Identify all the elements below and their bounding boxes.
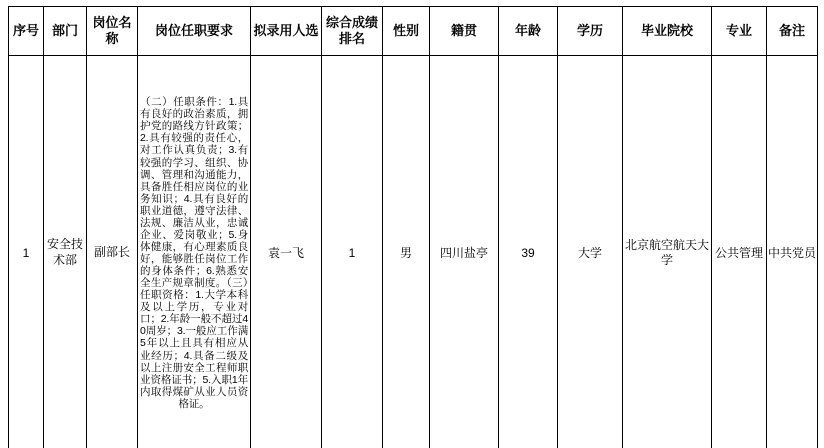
- table-header: [9, 7, 818, 56]
- cell-education: 大学: [558, 56, 623, 448]
- header-cell-no: 序号: [9, 7, 44, 56]
- header-cell-note: 备注: [767, 7, 818, 56]
- cell-post-name: [87, 56, 138, 448]
- cell-no: 1: [9, 56, 44, 448]
- cell-sex: 男: [383, 56, 430, 448]
- table-header-row: [9, 7, 818, 56]
- header-cell-native-place: 籍贯: [430, 7, 499, 56]
- cell-note: 中共党员: [767, 56, 818, 448]
- header-cell-education: 学历: [558, 7, 623, 56]
- cell-post-name-text: 副部长: [93, 245, 130, 260]
- cell-major: 公共管理: [712, 56, 767, 448]
- header-cell-sex: 性别: [383, 7, 430, 56]
- cell-candidate: 袁一飞: [251, 56, 322, 448]
- table-body: [9, 56, 818, 448]
- header-cell-department: 部门: [44, 7, 87, 56]
- recruitment-table: [8, 6, 818, 448]
- header-cell-post-name: 岗位名称: [87, 7, 138, 56]
- cell-requirement: [138, 56, 251, 448]
- header-cell-requirement: 岗位任职要求: [138, 7, 251, 56]
- cell-department: [44, 56, 87, 448]
- cell-native-place: 四川盐亭: [430, 56, 499, 448]
- table-row: [9, 56, 818, 448]
- header-cell-rank: 综合成绩排名: [322, 7, 383, 56]
- cell-school: 北京航空航天大学: [623, 56, 712, 448]
- cell-age: 39: [499, 56, 558, 448]
- header-cell-age: 年龄: [499, 7, 558, 56]
- header-cell-major: 专业: [712, 7, 767, 56]
- header-cell-school: 毕业院校: [623, 7, 712, 56]
- cell-rank: 1: [322, 56, 383, 448]
- header-cell-candidate: 拟录用人选: [251, 7, 322, 56]
- cell-department-text: 安全技术部: [46, 237, 83, 267]
- cell-requirement-text: （二）任职条件：1.具有良好的政治素质，拥护党的路线方针政策；2.具有较强的责任心，对工作认真负责；3.有较强的学习、组织、协调、管理和沟通能力，具备胜任相应岗位的业务知识；4.具有良好的职业道德，遵守法律、法规、廉洁从业，忠诚企业、爱岗敬业；5.身体健康，有心理素质良好，能够胜任岗位工作的身体条件；6.熟悉安全生产规章制度。（三）任职资格：1.大学本科及以上学历，专业对口；2.年龄一般不超过40周岁；3.一般应工作满5年以上且具有相应从业经历；4.具备二级及以上注册安全工程师职业资格证书；5.入职1年内取得煤矿从业人员资格证。: [140, 96, 248, 410]
